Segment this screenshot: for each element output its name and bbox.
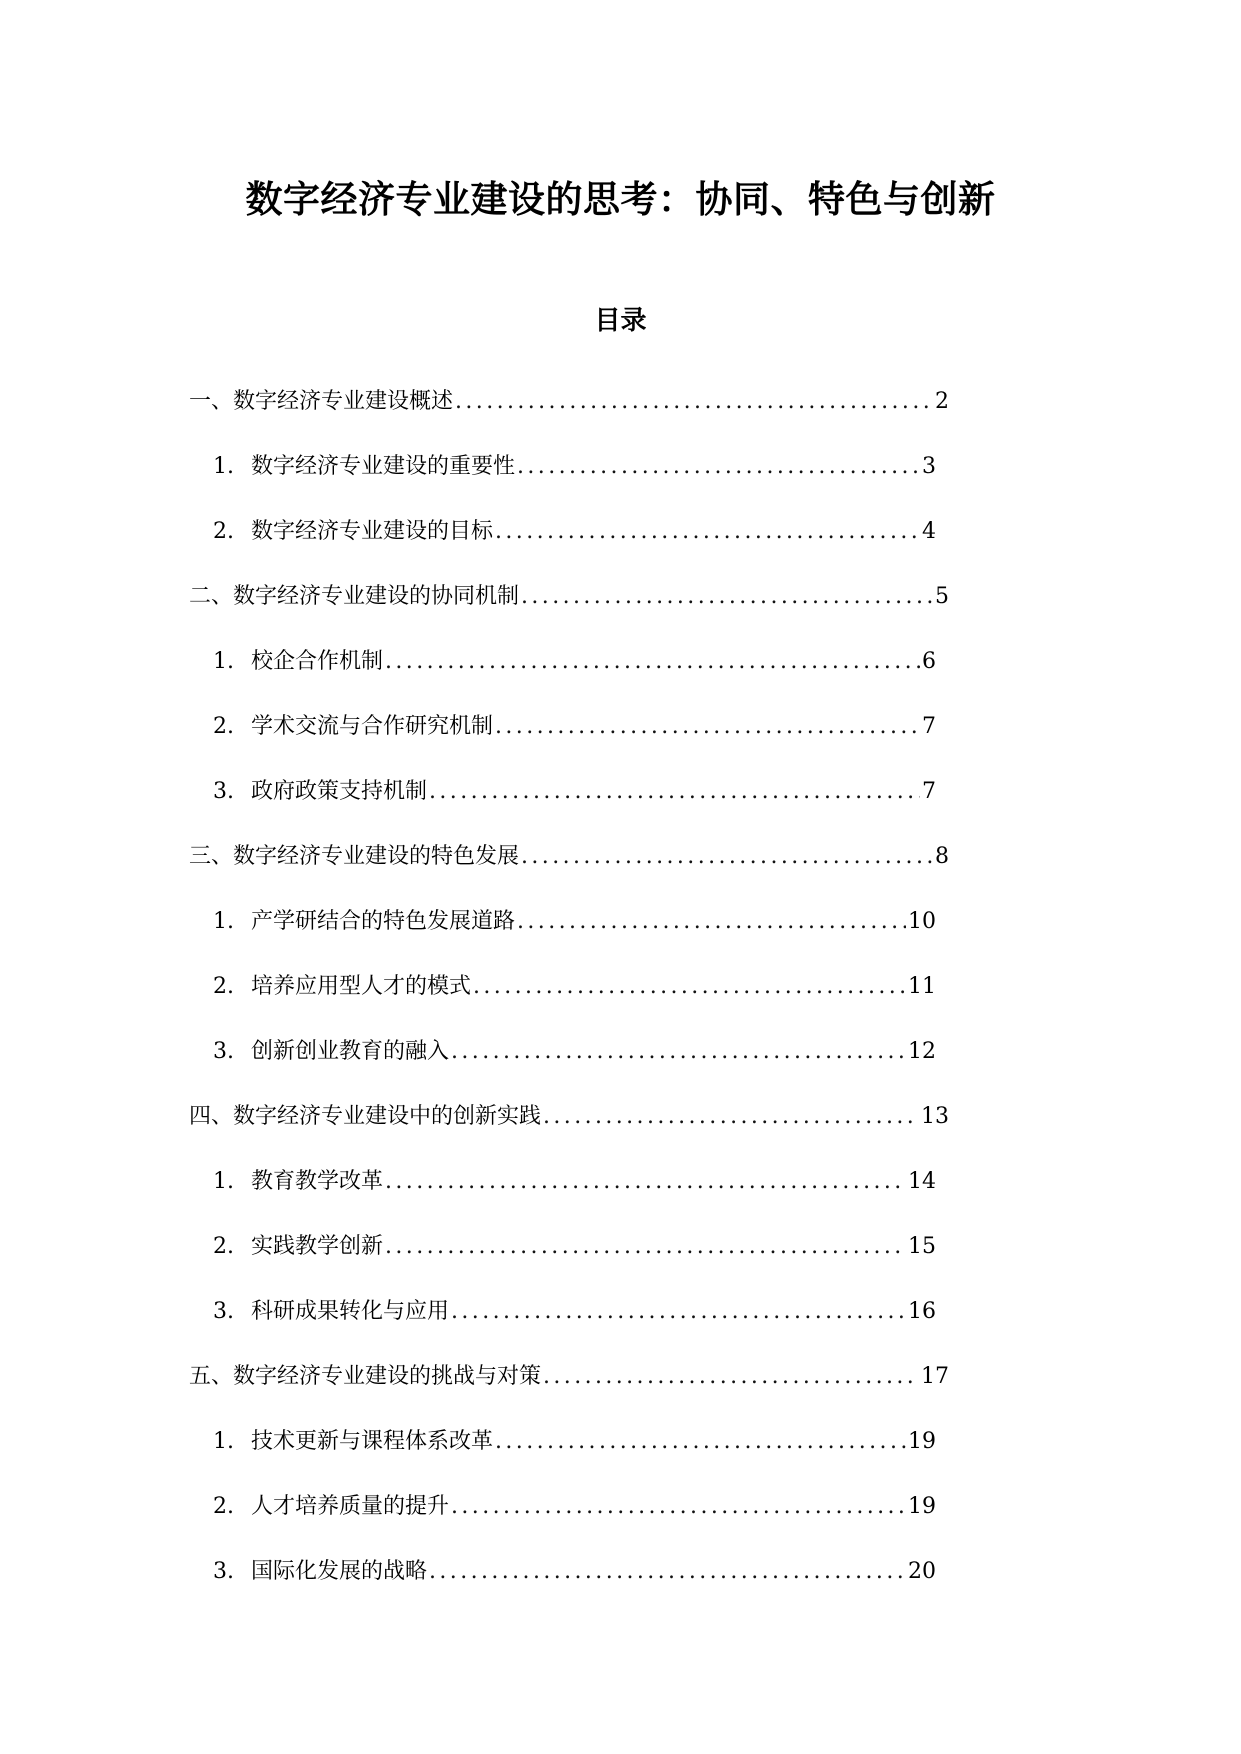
toc-dot-leader bbox=[495, 1425, 906, 1459]
toc-entry-subsection-4-2[interactable] bbox=[213, 1230, 936, 1264]
toc-entry-subsection-4-1[interactable] bbox=[213, 1165, 936, 1199]
toc-page-number: 4 bbox=[922, 519, 936, 544]
toc-dot-leader bbox=[451, 1035, 906, 1069]
toc-entry-number: 2. bbox=[213, 714, 234, 739]
toc-dot-leader bbox=[521, 580, 933, 614]
toc-entry-title: 教育教学改革 bbox=[251, 1169, 384, 1194]
toc-entry-number: 1. bbox=[213, 649, 234, 674]
toc-entry-number: 2. bbox=[213, 974, 234, 999]
toc-entry-number: 3. bbox=[213, 779, 234, 804]
toc-dot-leader bbox=[473, 970, 906, 1004]
toc-entry-title: 政府政策支持机制 bbox=[251, 779, 428, 804]
toc-dot-leader bbox=[451, 1295, 906, 1329]
toc-entry-title: 科研成果转化与应用 bbox=[251, 1299, 450, 1324]
toc-page-number: 6 bbox=[922, 649, 936, 674]
toc-entry-number: 1. bbox=[213, 1429, 234, 1454]
toc-entry-title: 三、数字经济专业建设的特色发展 bbox=[189, 844, 520, 869]
toc-entry-title: 实践教学创新 bbox=[251, 1234, 384, 1259]
toc-page-number: 14 bbox=[908, 1169, 936, 1194]
toc-dot-leader bbox=[495, 710, 920, 744]
toc-page-number: 7 bbox=[922, 714, 936, 739]
toc-dot-leader bbox=[455, 385, 933, 419]
toc-dot-leader bbox=[385, 1230, 906, 1264]
toc-entry-subsection-5-3[interactable] bbox=[213, 1555, 936, 1589]
toc-entry-title: 一、数字经济专业建设概述 bbox=[189, 389, 454, 414]
toc-entry-subsection-3-2[interactable] bbox=[213, 970, 936, 1004]
toc-page-number: 3 bbox=[922, 454, 936, 479]
toc-dot-leader bbox=[521, 840, 933, 874]
toc-page-number: 20 bbox=[908, 1559, 936, 1584]
toc-entry-title: 培养应用型人才的模式 bbox=[251, 974, 472, 999]
toc-page-number: 8 bbox=[935, 844, 949, 869]
toc-entry-number: 2. bbox=[213, 519, 234, 544]
toc-page-number: 10 bbox=[908, 909, 936, 934]
toc-entry-section-3[interactable] bbox=[189, 840, 949, 874]
toc-dot-leader bbox=[543, 1360, 919, 1394]
toc-entry-title: 数字经济专业建设的目标 bbox=[251, 519, 494, 544]
toc-entry-subsection-4-3[interactable] bbox=[213, 1295, 936, 1329]
toc-dot-leader bbox=[451, 1490, 906, 1524]
toc-entry-number: 2. bbox=[213, 1494, 234, 1519]
toc-entry-subsection-2-1[interactable] bbox=[213, 645, 936, 679]
toc-entry-title: 国际化发展的战略 bbox=[251, 1559, 428, 1584]
toc-entry-subsection-3-3[interactable] bbox=[213, 1035, 936, 1069]
toc-entry-number: 1. bbox=[213, 909, 234, 934]
toc-entry-subsection-1-1[interactable] bbox=[213, 450, 936, 484]
toc-entry-section-2[interactable] bbox=[189, 580, 949, 614]
toc-dot-leader bbox=[517, 450, 920, 484]
toc-page-number: 12 bbox=[908, 1039, 936, 1064]
toc-entry-subsection-5-2[interactable] bbox=[213, 1490, 936, 1524]
toc-entry-subsection-2-3[interactable] bbox=[213, 775, 936, 809]
toc-entry-section-4[interactable] bbox=[189, 1100, 949, 1134]
toc-entry-section-1[interactable] bbox=[189, 385, 949, 419]
toc-page-number: 19 bbox=[908, 1429, 936, 1454]
toc-entry-title: 人才培养质量的提升 bbox=[251, 1494, 450, 1519]
toc-dot-leader bbox=[385, 1165, 906, 1199]
toc-entry-number: 2. bbox=[213, 1234, 234, 1259]
toc-page-number: 7 bbox=[922, 779, 936, 804]
toc-entry-number: 3. bbox=[213, 1299, 234, 1324]
toc-entry-section-5[interactable] bbox=[189, 1360, 949, 1394]
toc-heading: 目录 bbox=[594, 305, 647, 336]
toc-entry-subsection-3-1[interactable] bbox=[213, 905, 936, 939]
toc-entry-number: 3. bbox=[213, 1559, 234, 1584]
toc-entry-title: 技术更新与课程体系改革 bbox=[251, 1429, 494, 1454]
document-title: 数字经济专业建设的思考：协同、特色与创新 bbox=[245, 177, 996, 221]
toc-entry-title: 五、数字经济专业建设的挑战与对策 bbox=[189, 1364, 542, 1389]
toc-entry-number: 1. bbox=[213, 1169, 234, 1194]
toc-dot-leader bbox=[385, 645, 920, 679]
toc-page-number: 19 bbox=[908, 1494, 936, 1519]
toc-entry-title: 数字经济专业建设的重要性 bbox=[251, 454, 516, 479]
toc-entry-subsection-1-2[interactable] bbox=[213, 515, 936, 549]
toc-dot-leader bbox=[429, 1555, 906, 1589]
toc-dot-leader bbox=[495, 515, 920, 549]
toc-dot-leader bbox=[543, 1100, 919, 1134]
toc-entry-title: 创新创业教育的融入 bbox=[251, 1039, 450, 1064]
toc-page-number: 17 bbox=[921, 1364, 949, 1389]
toc-page-number: 2 bbox=[935, 389, 949, 414]
toc-entry-title: 四、数字经济专业建设中的创新实践 bbox=[189, 1104, 542, 1129]
toc-dot-leader bbox=[517, 905, 906, 939]
toc-page-number: 5 bbox=[935, 584, 949, 609]
toc-entry-subsection-2-2[interactable] bbox=[213, 710, 936, 744]
toc-entry-title: 二、数字经济专业建设的协同机制 bbox=[189, 584, 520, 609]
toc-entry-title: 学术交流与合作研究机制 bbox=[251, 714, 494, 739]
toc-entry-title: 产学研结合的特色发展道路 bbox=[251, 909, 516, 934]
toc-entry-title: 校企合作机制 bbox=[251, 649, 384, 674]
toc-entry-subsection-5-1[interactable] bbox=[213, 1425, 936, 1459]
toc-page-number: 16 bbox=[908, 1299, 936, 1324]
toc-entry-number: 3. bbox=[213, 1039, 234, 1064]
toc-dot-leader bbox=[429, 775, 920, 809]
toc-entry-number: 1. bbox=[213, 454, 234, 479]
toc-page-number: 13 bbox=[921, 1104, 949, 1129]
toc-page-number: 11 bbox=[908, 974, 936, 999]
toc-page-number: 15 bbox=[908, 1234, 936, 1259]
